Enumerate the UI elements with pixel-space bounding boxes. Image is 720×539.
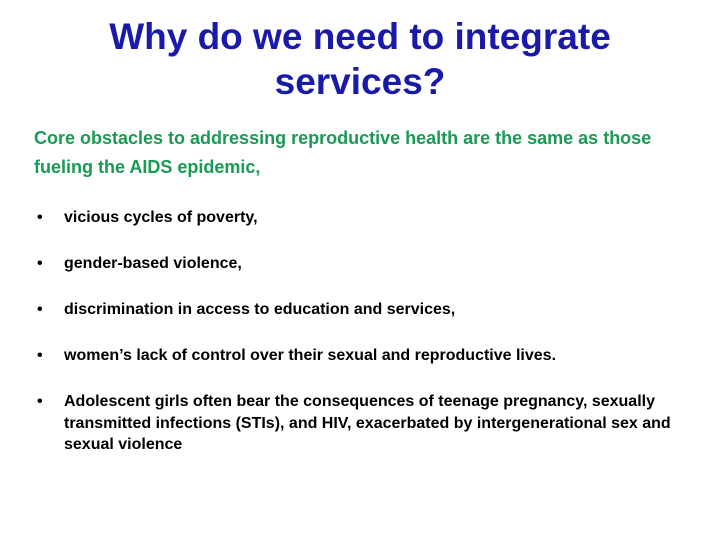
lead-paragraph: Core obstacles to addressing reproductive health are the same as those fueling the AIDS epidemic, [34, 128, 652, 178]
list-item-label: women’s lack of control over their sexual and reproductive lives. [64, 347, 557, 365]
page-title: Why do we need to integrate services? [109, 16, 611, 103]
bullet-point-icon: • [37, 255, 43, 273]
list-item [34, 253, 694, 274]
bullet-point-icon: • [37, 209, 43, 226]
list-item [34, 391, 694, 454]
bullet-list [34, 207, 694, 455]
list-item [34, 207, 694, 228]
list-item [34, 345, 694, 366]
list-item [34, 299, 694, 320]
bullet-point-icon: • [37, 347, 43, 365]
list-item-label: Adolescent girls often bear the consequences of teenage pregnancy, sexually transmitted infections (STIs), and HIV, exacerbated by intergenerational sex and sexual violence [64, 393, 671, 453]
list-item-label: vicious cycles of poverty, [64, 209, 258, 226]
list-item-label: discrimination in access to education and services, [64, 301, 456, 319]
bullet-point-icon: • [37, 301, 43, 319]
bullet-point-icon: • [37, 393, 43, 411]
list-item-label: gender-based violence, [64, 255, 242, 273]
